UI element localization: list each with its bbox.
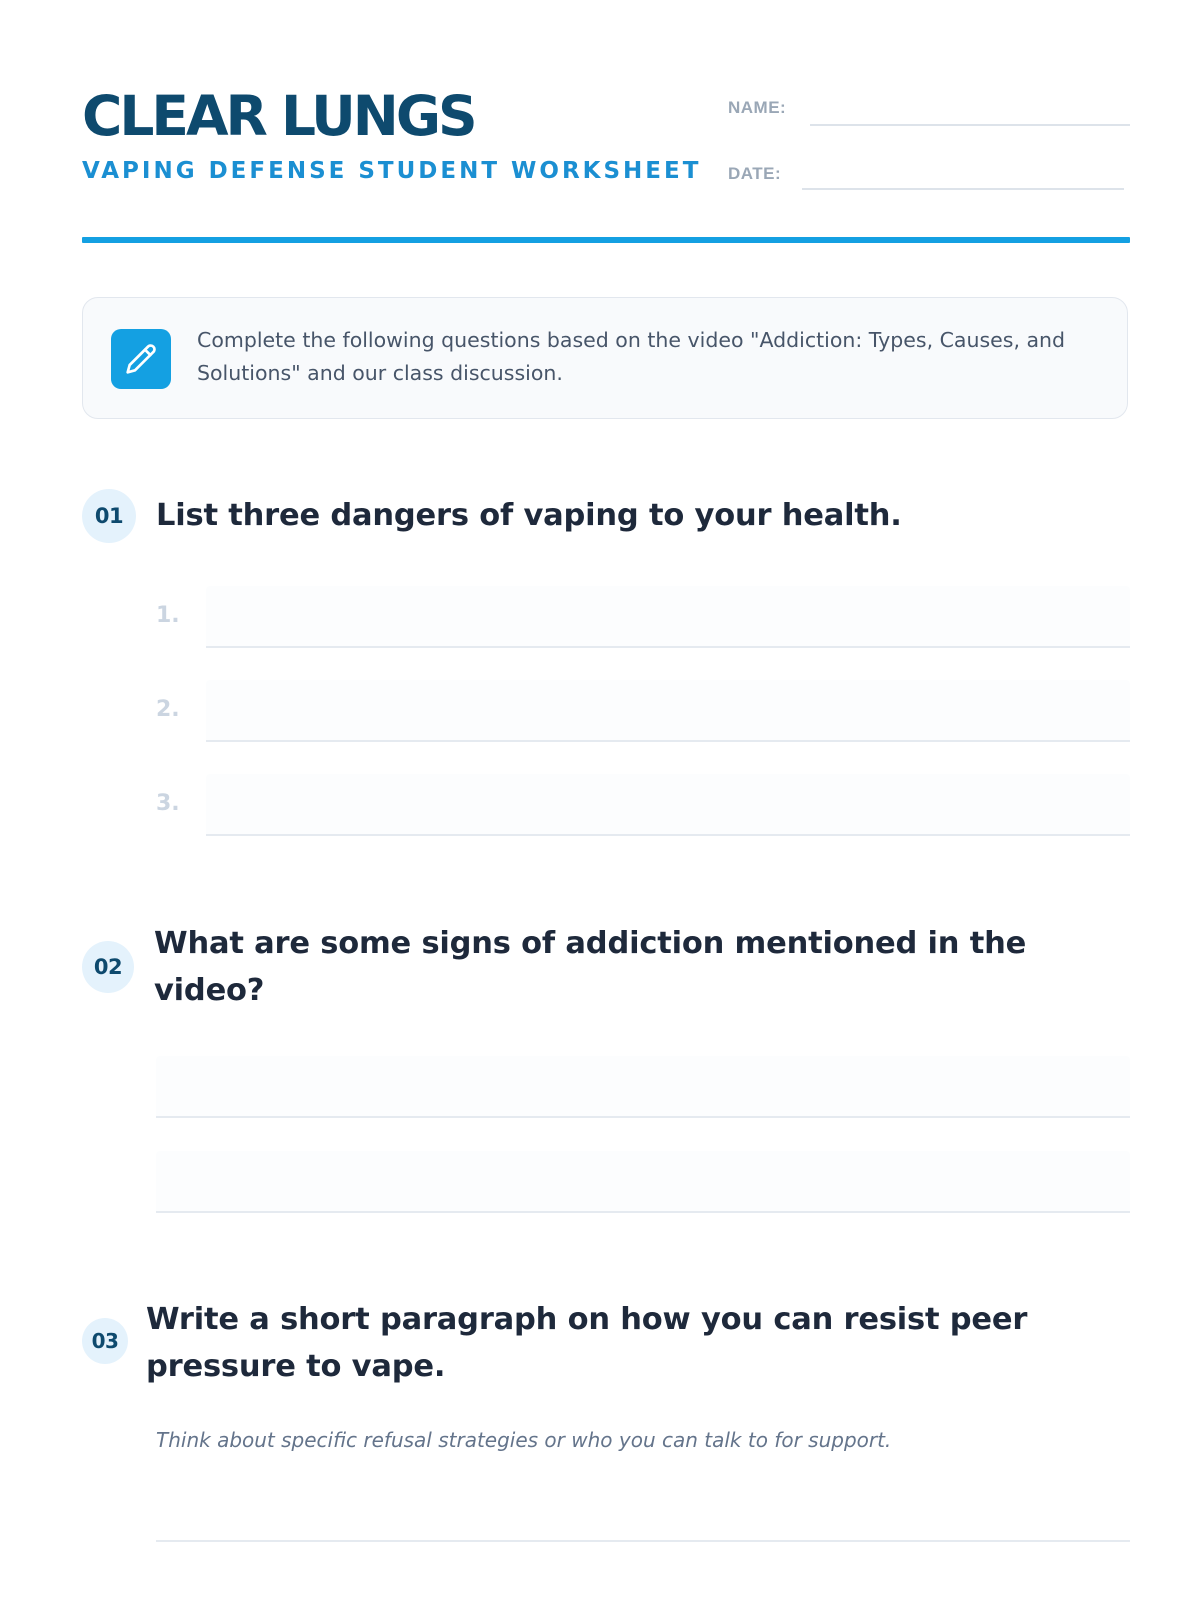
question-1-text: List three dangers of vaping to your health. xyxy=(156,498,902,533)
worksheet-header xyxy=(82,80,1130,240)
question-3-hint: Think about specific refusal strategies or who you can talk to for support. xyxy=(156,1428,892,1452)
name-label: NAME: xyxy=(728,98,787,117)
question-3-answer-line[interactable] xyxy=(156,1482,1130,1542)
question-2-text: What are some signs of addiction mentioned in the video? xyxy=(154,926,1027,1008)
question-2-answer-line-1[interactable] xyxy=(156,1056,1130,1118)
question-1-number: 01 xyxy=(82,489,136,543)
pencil-icon xyxy=(111,329,171,389)
instructions-box xyxy=(82,297,1128,419)
question-3-number: 03 xyxy=(82,1318,128,1364)
answer-3-line[interactable] xyxy=(206,774,1130,836)
answer-1-number: 1. xyxy=(156,603,180,628)
question-3-text: Write a short paragraph on how you can resist peer pressure to vape. xyxy=(146,1302,1028,1384)
name-field[interactable] xyxy=(728,88,1130,128)
answer-2-line[interactable] xyxy=(206,680,1130,742)
name-line[interactable] xyxy=(810,124,1130,126)
worksheet-subtitle: VAPING DEFENSE STUDENT WORKSHEET xyxy=(82,158,702,184)
date-field[interactable] xyxy=(728,154,1130,194)
date-line[interactable] xyxy=(802,188,1124,190)
question-2-number: 02 xyxy=(82,941,134,993)
answer-1-line[interactable] xyxy=(206,586,1130,648)
header-divider xyxy=(82,237,1130,243)
answer-2-number: 2. xyxy=(156,697,180,722)
date-label: DATE: xyxy=(728,164,782,183)
instructions-text: Complete the following questions based on the video "Addiction: Types, Causes, and Solutions" and our class discussion. xyxy=(197,328,1066,385)
answer-3-number: 3. xyxy=(156,791,180,816)
worksheet-title: CLEAR LUNGS xyxy=(82,84,475,148)
question-2-answer-line-2[interactable] xyxy=(156,1151,1130,1213)
